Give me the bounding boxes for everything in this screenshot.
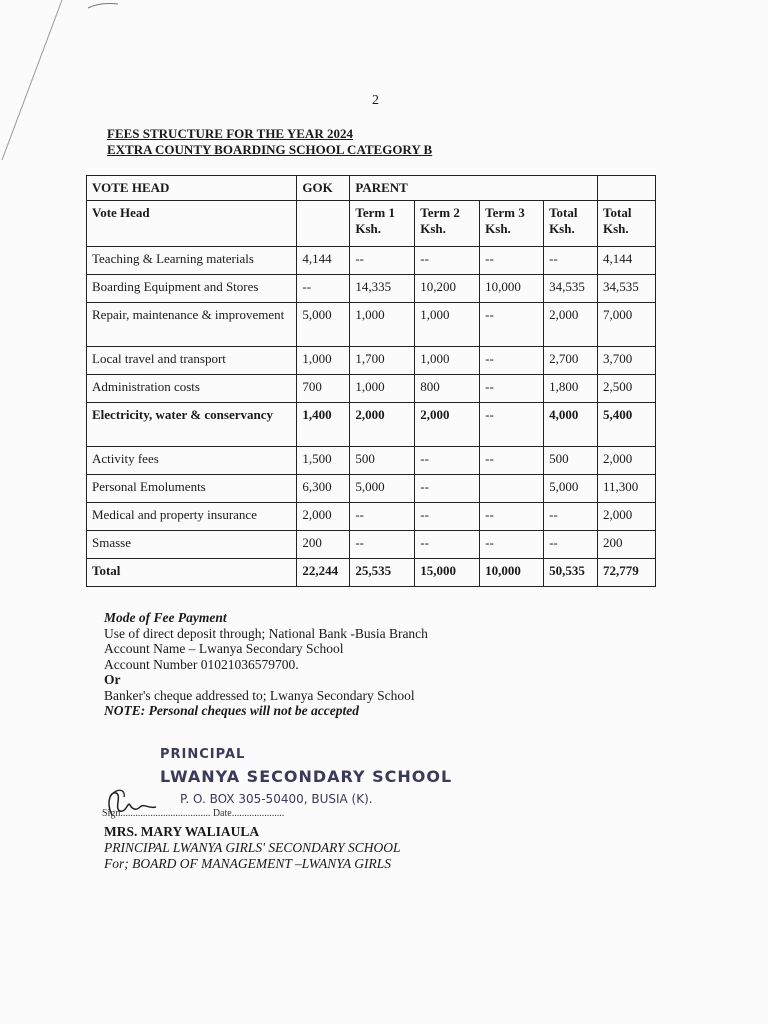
cell-gok: 1,500 (297, 447, 350, 475)
cell-grand-total: 34,535 (598, 275, 656, 303)
table-subheader-row (87, 201, 656, 247)
cell-term3: -- (480, 247, 544, 275)
total-grand-total: 72,779 (598, 559, 656, 587)
table-row (87, 447, 656, 475)
cell-vote-head: Personal Emoluments (87, 475, 297, 503)
table-row (87, 531, 656, 559)
cell-grand-total: 11,300 (598, 475, 656, 503)
total-row (87, 559, 656, 587)
signatory-role-2: For; BOARD OF MANAGEMENT –LWANYA GIRLS (104, 856, 391, 871)
subheader-total: Total Ksh. (544, 201, 598, 247)
title-line-1: FEES STRUCTURE FOR THE YEAR 2024 (107, 126, 353, 141)
signatory-role-1: PRINCIPAL LWANYA GIRLS' SECONDARY SCHOOL (104, 840, 401, 855)
cell-total: -- (544, 503, 598, 531)
cell-term1: 1,700 (350, 347, 415, 375)
cell-term2: 10,200 (415, 275, 480, 303)
cell-vote-head: Repair, maintenance & improvement (87, 303, 297, 347)
cell-term3: -- (480, 503, 544, 531)
subheader-gok (297, 201, 350, 247)
cell-term3: -- (480, 403, 544, 447)
signatory-name: MRS. MARY WALIAULA (104, 824, 260, 839)
header-vote-head: VOTE HEAD (87, 176, 297, 201)
subheader-term3: Term 3 Ksh. (480, 201, 544, 247)
cell-term3: -- (480, 375, 544, 403)
subheader-vote-head: Vote Head (87, 201, 297, 247)
cell-term1: -- (350, 247, 415, 275)
payment-line-3: Account Number 01021036579700. (104, 656, 299, 672)
cell-total: 2,000 (544, 303, 598, 347)
cell-term3: -- (480, 531, 544, 559)
cell-term1: 2,000 (350, 403, 415, 447)
table-row (87, 375, 656, 403)
payment-heading: Mode of Fee Payment (104, 610, 227, 625)
payment-section (104, 610, 428, 719)
header-gok: GOK (297, 176, 350, 201)
cell-term2: -- (415, 503, 480, 531)
cell-term3: 10,000 (480, 275, 544, 303)
cell-total: -- (544, 531, 598, 559)
table-row (87, 347, 656, 375)
cell-gok: 700 (297, 375, 350, 403)
cell-term3 (480, 475, 544, 503)
table-row (87, 403, 656, 447)
cell-total: 2,700 (544, 347, 598, 375)
stamp-line-3: P. O. BOX 305-50400, BUSIA (K). (180, 792, 373, 806)
title-line-2: EXTRA COUNTY BOARDING SCHOOL CATEGORY B (107, 142, 433, 157)
cell-gok: -- (297, 275, 350, 303)
cell-term1: 1,000 (350, 375, 415, 403)
sign-date-line: Sign.................................... Date..................... (102, 808, 285, 819)
cell-vote-head: Local travel and transport (87, 347, 297, 375)
subheader-grand-total: Total Ksh. (598, 201, 656, 247)
cell-vote-head: Electricity, water & conservancy (87, 403, 297, 447)
total-total: 50,535 (544, 559, 598, 587)
cell-term1: -- (350, 531, 415, 559)
cell-vote-head: Boarding Equipment and Stores (87, 275, 297, 303)
cell-gok: 4,144 (297, 247, 350, 275)
cell-total: 4,000 (544, 403, 598, 447)
cell-term1: 500 (350, 447, 415, 475)
school-stamp (160, 744, 452, 810)
cell-term2: 1,000 (415, 303, 480, 347)
table-row (87, 303, 656, 347)
cell-grand-total: 2,000 (598, 447, 656, 475)
cell-term2: 2,000 (415, 403, 480, 447)
document-title (107, 126, 432, 158)
cell-grand-total: 200 (598, 531, 656, 559)
cell-grand-total: 2,500 (598, 375, 656, 403)
cell-term3: -- (480, 447, 544, 475)
table-row (87, 503, 656, 531)
header-empty (598, 176, 656, 201)
total-term2: 15,000 (415, 559, 480, 587)
cell-total: 500 (544, 447, 598, 475)
cell-total: 1,800 (544, 375, 598, 403)
stamp-line-1: PRINCIPAL (160, 747, 246, 762)
payment-line-1: Use of direct deposit through; National Bank -Busia Branch (104, 625, 428, 641)
cell-gok: 200 (297, 531, 350, 559)
cell-term1: 1,000 (350, 303, 415, 347)
cell-term2: -- (415, 447, 480, 475)
table-row (87, 475, 656, 503)
subheader-term1: Term 1 Ksh. (350, 201, 415, 247)
cell-gok: 1,400 (297, 403, 350, 447)
cell-term2: -- (415, 247, 480, 275)
cell-vote-head: Medical and property insurance (87, 503, 297, 531)
cell-term3: -- (480, 303, 544, 347)
cell-term1: -- (350, 503, 415, 531)
cell-gok: 2,000 (297, 503, 350, 531)
cell-vote-head: Activity fees (87, 447, 297, 475)
cell-gok: 6,300 (297, 475, 350, 503)
cell-grand-total: 2,000 (598, 503, 656, 531)
page-number: 2 (372, 93, 379, 108)
signatory-block (104, 824, 401, 872)
cell-term2: 1,000 (415, 347, 480, 375)
total-term3: 10,000 (480, 559, 544, 587)
table-row (87, 247, 656, 275)
payment-line-2: Account Name – Lwanya Secondary School (104, 641, 344, 656)
cell-term2: -- (415, 531, 480, 559)
cell-grand-total: 3,700 (598, 347, 656, 375)
fees-table (86, 175, 656, 587)
cell-term2: -- (415, 475, 480, 503)
payment-line-4: Or (104, 672, 121, 687)
cell-grand-total: 7,000 (598, 303, 656, 347)
cell-gok: 1,000 (297, 347, 350, 375)
cell-term1: 5,000 (350, 475, 415, 503)
cell-total: 34,535 (544, 275, 598, 303)
cell-vote-head: Administration costs (87, 375, 297, 403)
cell-gok: 5,000 (297, 303, 350, 347)
cell-grand-total: 4,144 (598, 247, 656, 275)
cell-term3: -- (480, 347, 544, 375)
cell-term1: 14,335 (350, 275, 415, 303)
cell-vote-head: Teaching & Learning materials (87, 247, 297, 275)
total-gok: 22,244 (297, 559, 350, 587)
table-header-row (87, 176, 656, 201)
table-row (87, 275, 656, 303)
scan-edge-line (0, 0, 120, 170)
subheader-term2: Term 2 Ksh. (415, 201, 480, 247)
cell-grand-total: 5,400 (598, 403, 656, 447)
cell-total: -- (544, 247, 598, 275)
payment-note: NOTE: Personal cheques will not be accepted (104, 703, 359, 718)
total-label: Total (87, 559, 297, 587)
cell-vote-head: Smasse (87, 531, 297, 559)
fee-rows (87, 247, 656, 559)
payment-line-5: Banker's cheque addressed to; Lwanya Secondary School (104, 687, 415, 703)
header-parent: PARENT (350, 176, 598, 201)
total-term1: 25,535 (350, 559, 415, 587)
cell-total: 5,000 (544, 475, 598, 503)
cell-term2: 800 (415, 375, 480, 403)
stamp-line-2: LWANYA SECONDARY SCHOOL (160, 767, 453, 786)
